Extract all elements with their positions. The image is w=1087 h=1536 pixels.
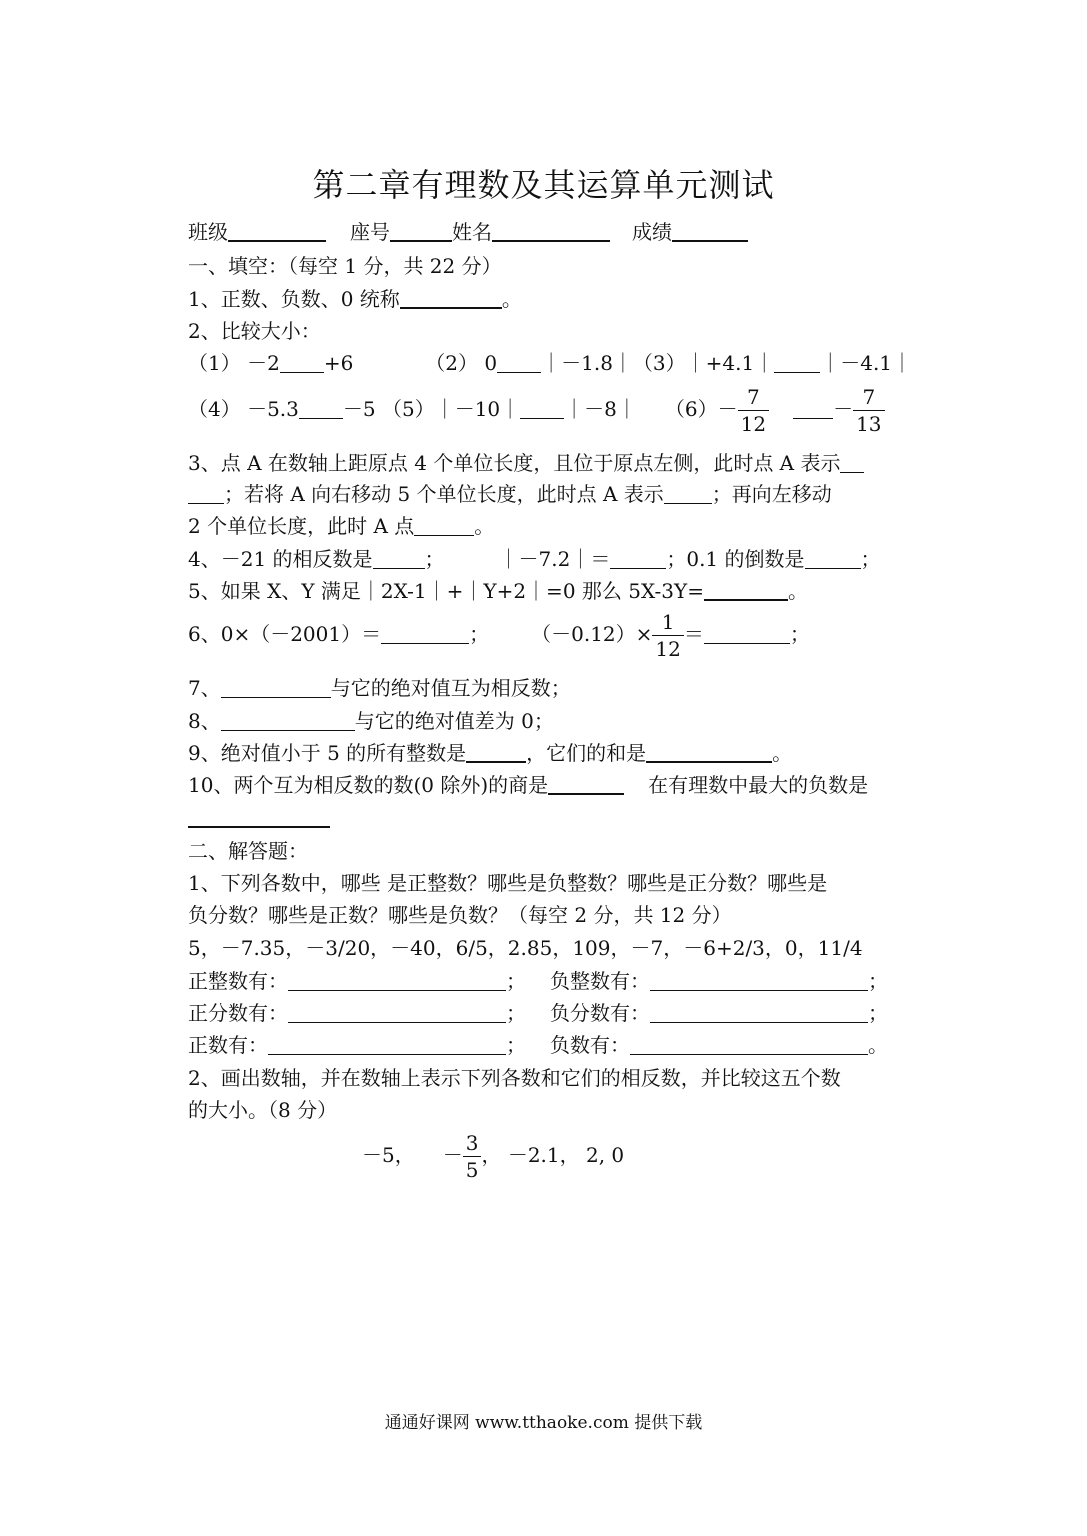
q10-text: 10、两个互为相反数的数(0 除外)的商是 [188,773,549,797]
q6-text-2: （－0.12）× [531,622,653,646]
q2-2-blank[interactable] [497,352,541,373]
positive-fractions-blank[interactable] [288,1002,506,1023]
q2-1-right: +6 [323,351,354,375]
separator: ； [506,1033,526,1057]
q3-blank-1[interactable] [840,452,864,473]
problem-2-line-1: 2、画出数轴，并在数轴上表示下列各数和它们的相反数，并比较这五个数 [188,1066,841,1090]
q5-end: 。 [787,579,808,603]
fraction-numerator: 7 [853,384,884,411]
fraction-numerator: 3 [463,1130,482,1157]
positive-fractions-label: 正分数有： [188,1001,288,1025]
problem-1-numbers: 5，－7.35，－3/20，－40，6/5，2.85，109，－7，－6+2/3，0，11/4 [188,936,863,960]
q1-text: 1、正数、负数、0 统称 [188,287,400,311]
q5-text: 5、如果 X、Y 满足｜2X-1｜+｜Y+2｜=0 那么 5X-3Y= [188,579,704,603]
q2-5-text: －5 （5）｜－10｜ [342,397,521,421]
q4-sep: ； [424,547,445,571]
q1-blank[interactable] [400,287,502,309]
class-blank[interactable] [228,220,326,242]
q2-4-blank[interactable] [299,398,343,419]
fraction-3-5 [463,1130,482,1183]
q5-blank[interactable] [704,579,788,601]
q1-end: 。 [501,287,522,311]
question-2: 2、比较大小： [188,319,321,343]
fraction-denominator: 5 [465,1158,479,1182]
answer-row-signs [188,1030,888,1060]
question-2-row-2 [188,384,885,437]
q2-6-text: （6）－ [664,397,738,421]
fraction-denominator: 12 [655,637,681,661]
q3-text-4: 2 个单位长度，此时 A 点 [188,514,415,538]
q3-text: 3、点 A 在数轴上距原点 4 个单位长度，且位于原点左侧，此时点 A 表示 [188,451,841,475]
question-7 [188,673,571,703]
positive-numbers-blank[interactable] [268,1034,506,1055]
name-label: 姓名 [452,220,492,244]
q6-equals: ＝ [683,622,704,646]
question-6 [188,609,810,662]
q3-blank-1-cont[interactable] [188,483,224,504]
q10-text-2: 在有理数中最大的负数是 [648,773,869,797]
answer-row-integers [188,966,888,996]
question-2-row-1 [188,348,912,378]
negative-integers-label: 负整数有： [550,969,650,993]
q3-blank-3[interactable] [414,515,474,536]
question-5 [188,576,808,606]
q6-end: ； [789,622,810,646]
q3-blank-2[interactable] [664,483,712,504]
separator: ； [868,1001,888,1025]
separator: ； [868,969,888,993]
page-title: 第二章有理数及其运算单元测试 [312,166,775,204]
name-blank[interactable] [492,220,610,242]
q9-text-2: ，它们的和是 [526,741,647,765]
fraction-7-12 [738,384,769,437]
question-3-line-3 [188,511,494,541]
q2-1-text: （1） －2 [188,351,280,375]
q2-3-right: ｜－4.1｜ [820,351,913,375]
list-minus: － [442,1143,463,1167]
q2-1-blank[interactable] [280,352,324,373]
problem-1-line-1: 1、下列各数中，哪些 是正整数？哪些是负整数？哪些是正分数？哪些是 [188,871,828,895]
end-mark: 。 [868,1033,888,1057]
fraction-numerator: 1 [652,609,683,636]
problem-1-line-2: 负分数？哪些是正数？哪些是负数？（每空 2 分，共 12 分） [188,903,732,927]
question-10 [188,770,868,800]
separator: ； [506,969,526,993]
q4-blank-3[interactable] [805,548,861,569]
list-items-rest: ， －2.1， 2, 0 [481,1143,625,1167]
question-1 [188,284,522,314]
negative-fractions-blank[interactable] [650,1002,868,1023]
fraction-numerator: 7 [738,384,769,411]
q4-text: 4、－21 的相反数是 [188,547,373,571]
negative-integers-blank[interactable] [650,970,868,991]
q6-sep: ； [469,622,490,646]
q2-5-blank[interactable] [520,398,564,419]
q8-blank[interactable] [221,710,355,731]
q2-6-minus: － [833,397,854,421]
q2-5-right: ｜－8｜ [564,397,637,421]
q3-text-3: ；再向左移动 [711,482,832,506]
problem-2-line-2: 的大小。（8 分） [188,1098,338,1122]
q4-text-3: ；0.1 的倒数是 [666,547,805,571]
q10-blank-1[interactable] [548,773,624,795]
question-3-line-2 [188,479,832,509]
fraction-denominator: 12 [740,412,767,436]
q3-end: 。 [474,514,495,538]
negative-fractions-label: 负分数有： [550,1001,650,1025]
section1-heading: 一、填空：（每空 1 分，共 22 分） [188,254,502,278]
question-4 [188,544,881,574]
q9-blank-1[interactable] [466,741,526,763]
q7-number: 7、 [188,676,221,700]
q2-6-blank[interactable] [793,398,833,419]
q4-blank-1[interactable] [373,548,425,569]
question-3-line-1 [188,448,864,478]
q10-blank-2[interactable] [188,826,330,828]
score-label: 成绩 [632,220,672,244]
question-8 [188,706,554,736]
fraction-denominator: 13 [856,412,882,436]
footer-credit: 通通好课网 www.tthaoke.com 提供下载 [384,1413,703,1433]
q9-text: 9、绝对值小于 5 的所有整数是 [188,741,467,765]
q4-text-2: ｜－7.2｜＝ [498,547,611,571]
q9-end: 。 [772,741,793,765]
question-9 [188,738,792,768]
section2-heading: 二、解答题： [188,839,308,863]
q8-text: 与它的绝对值差为 0； [354,709,554,733]
student-info-row [188,217,748,247]
negative-numbers-blank[interactable] [630,1034,868,1055]
positive-integers-blank[interactable] [288,970,506,991]
seat-label: 座号 [350,220,390,244]
q2-2-text: （2） 0 [425,351,498,375]
q4-end: ； [860,547,881,571]
q2-3-blank[interactable] [774,352,820,373]
q7-text: 与它的绝对值互为相反数； [330,676,571,700]
q2-4-text: （4） －5.3 [188,397,299,421]
q9-blank-2[interactable] [646,741,772,763]
score-blank[interactable] [672,220,748,242]
positive-numbers-label: 正数有： [188,1033,268,1057]
list-item: －5， [362,1143,415,1167]
positive-integers-label: 正整数有： [188,969,288,993]
q8-number: 8、 [188,709,221,733]
answer-row-fractions [188,998,888,1028]
q6-blank-1[interactable] [381,623,469,644]
q7-blank[interactable] [221,677,331,698]
fraction-1-12 [652,609,683,662]
seat-blank[interactable] [390,220,452,242]
q3-text-2: ；若将 A 向右移动 5 个单位长度，此时点 A 表示 [224,482,664,506]
q2-3-text: ｜－1.8｜（3）｜+4.1｜ [541,351,775,375]
q6-blank-2[interactable] [704,623,790,644]
negative-numbers-label: 负数有： [550,1033,630,1057]
q4-blank-2[interactable] [610,548,666,569]
fraction-7-13 [853,384,884,437]
separator: ； [506,1001,526,1025]
class-label: 班级 [188,220,228,244]
problem-2-number-list [362,1130,624,1183]
q6-text: 6、0×（－2001）＝ [188,622,382,646]
